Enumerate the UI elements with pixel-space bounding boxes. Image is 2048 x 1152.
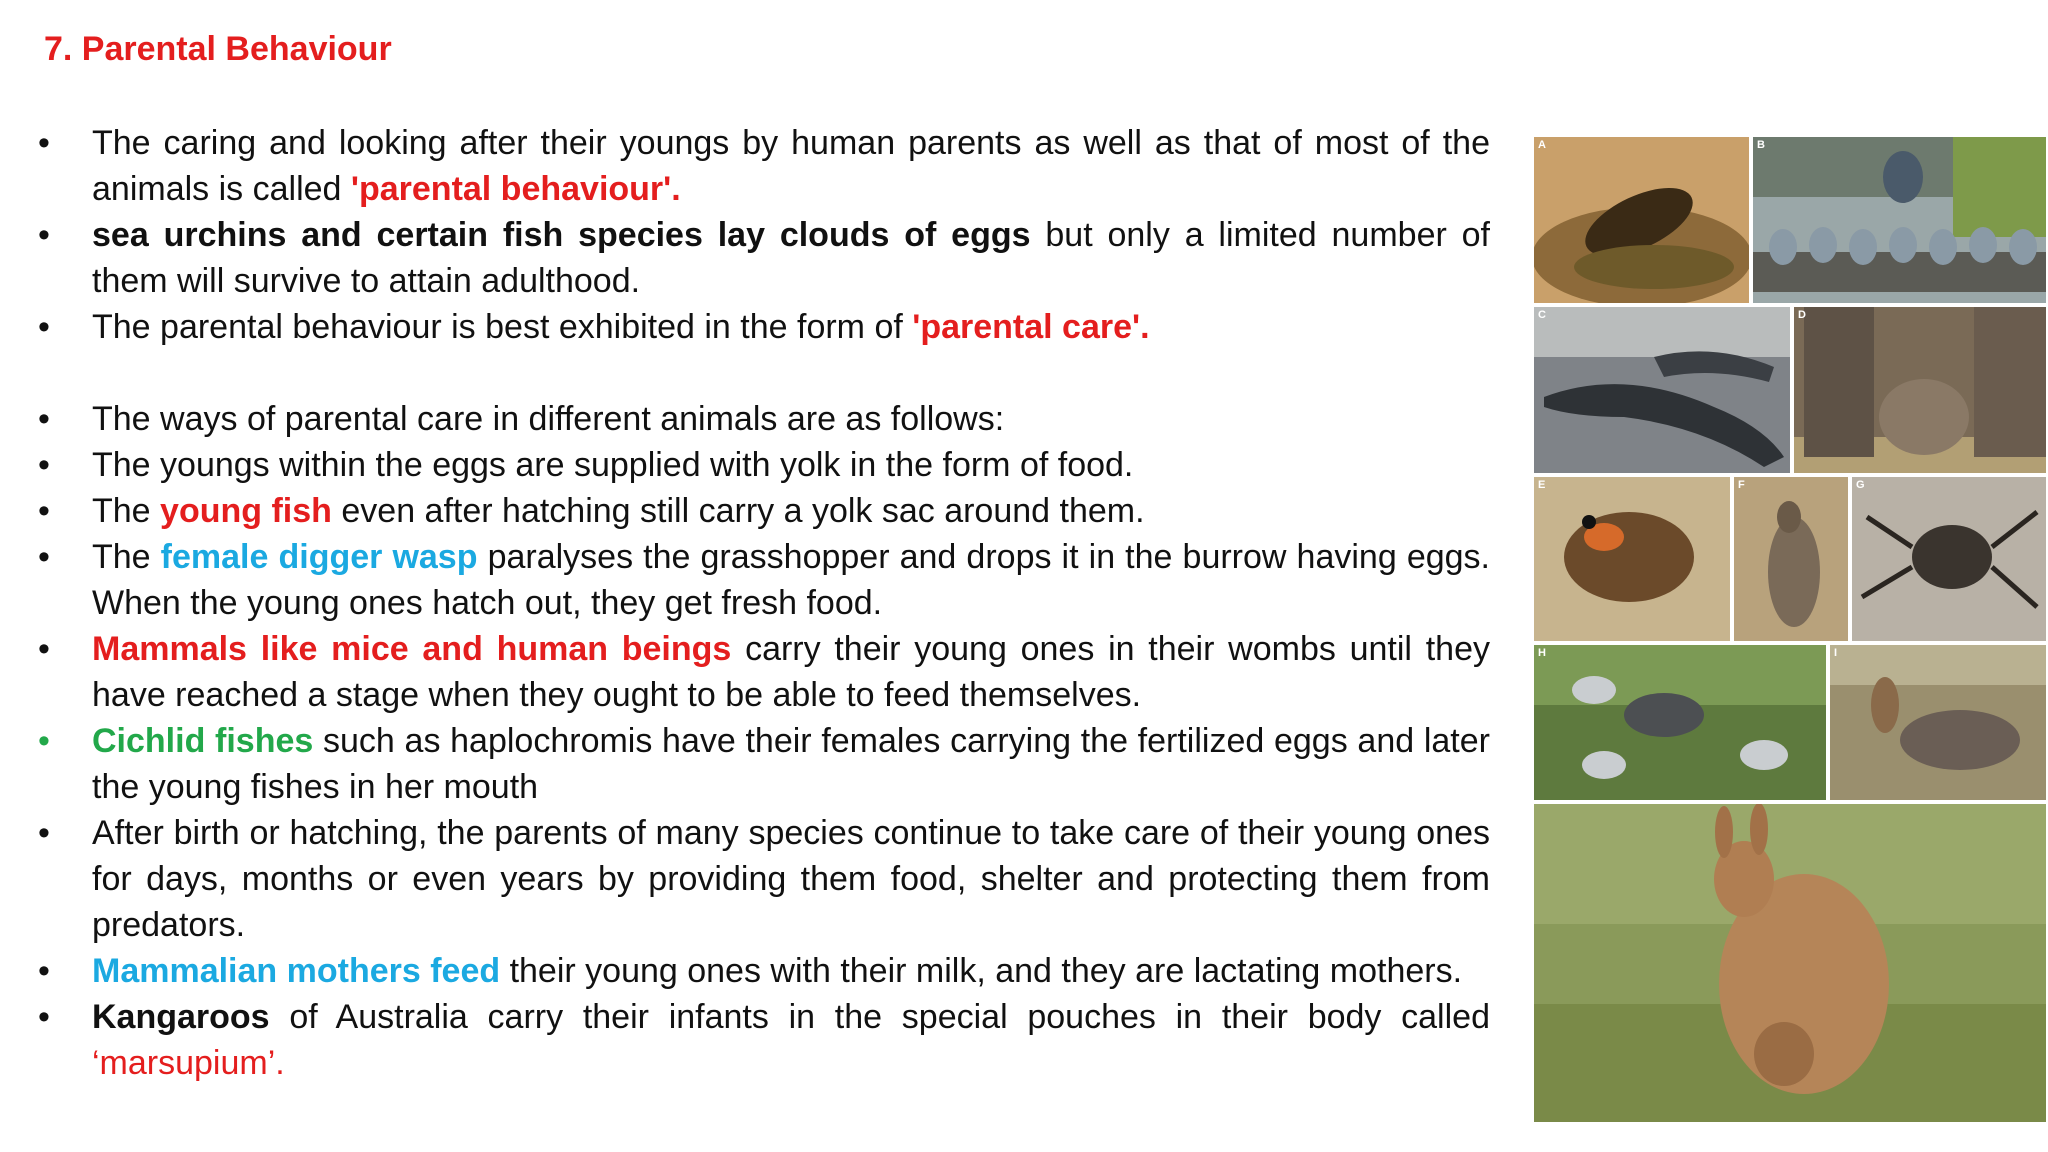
bullet-icon: • bbox=[38, 124, 50, 162]
bullet-text: The bbox=[92, 538, 161, 576]
bullet-text: of Australia carry their infants in the special pouches in their body called bbox=[269, 998, 1490, 1036]
bullet-icon: • bbox=[38, 216, 50, 254]
photo-label: B bbox=[1757, 139, 1765, 151]
lizards-photo bbox=[1534, 307, 1790, 473]
photo-label: G bbox=[1856, 479, 1865, 491]
elephants-photo bbox=[1794, 307, 2046, 473]
wallaby-photo bbox=[1734, 477, 1848, 641]
bullet-icon: • bbox=[38, 814, 50, 852]
frog-photo bbox=[1534, 477, 1730, 641]
bullet-text: carry their young ones in their wombs until they have reached a stage when they ought to be able to feed themselves. bbox=[92, 630, 1490, 714]
birds-on-log-photo bbox=[1753, 137, 2046, 303]
bullet-item bbox=[38, 994, 1490, 1086]
bullet-icon: • bbox=[38, 400, 50, 438]
photo-label: A bbox=[1538, 139, 1546, 151]
bullet-text: even after hatching still carry a yolk sac around them. bbox=[331, 492, 1145, 530]
highlight-term: sea urchins and certain fish species lay clouds of eggs bbox=[92, 216, 1031, 254]
bullet-icon: • bbox=[38, 998, 50, 1036]
highlight-term: young fish bbox=[160, 492, 332, 530]
bullet-item bbox=[38, 442, 1490, 488]
bullet-list bbox=[38, 120, 1490, 1086]
kangaroo-photo bbox=[1534, 804, 2046, 1122]
birds-on-branch-photo bbox=[1534, 645, 1826, 800]
bullet-text: The bbox=[92, 492, 161, 530]
bullet-text: After birth or hatching, the parents of many species continue to take care of their young ones for days, months or even years by providing them food, shelter and protecting them from predators. bbox=[92, 814, 1490, 944]
photo-label: E bbox=[1538, 479, 1546, 491]
bullet-text: but only a limited number of them will survive to attain adulthood. bbox=[92, 216, 1491, 300]
slide-title: 7. Parental Behaviour bbox=[44, 30, 392, 68]
spider-photo bbox=[1852, 477, 2046, 641]
bullet-icon: • bbox=[38, 538, 50, 576]
bullet-item bbox=[38, 120, 1490, 212]
photo-label: C bbox=[1538, 309, 1546, 321]
photo-label: D bbox=[1798, 309, 1806, 321]
deer-photo bbox=[1830, 645, 2046, 800]
bullet-icon: • bbox=[38, 630, 50, 668]
highlight-term: Mammals like mice and human beings bbox=[92, 630, 732, 668]
bullet-text: The ways of parental care in different animals are as follows: bbox=[92, 400, 1005, 438]
highlight-term: 'parental behaviour'. bbox=[350, 170, 681, 208]
highlight-term: Cichlid fishes bbox=[92, 722, 314, 760]
highlight-term: Mammalian mothers feed bbox=[92, 952, 501, 990]
bullet-icon: • bbox=[38, 722, 50, 760]
highlight-term: 'parental care'. bbox=[912, 308, 1150, 346]
animal-photo-collage bbox=[1534, 137, 2046, 1122]
bullet-text: The parental behaviour is best exhibited in the form of bbox=[92, 308, 913, 346]
bullet-icon: • bbox=[38, 446, 50, 484]
highlight-term: ‘marsupium’. bbox=[92, 1044, 285, 1082]
bullet-item bbox=[38, 488, 1490, 534]
highlight-term: female digger wasp bbox=[160, 538, 478, 576]
bullet-item bbox=[38, 948, 1490, 994]
bullet-text: their young ones with their milk, and they are lactating mothers. bbox=[500, 952, 1463, 990]
highlight-term: Kangaroos bbox=[92, 998, 270, 1036]
bullet-item bbox=[38, 304, 1490, 350]
bullet-text: such as haplochromis have their females carrying the fertilized eggs and later the young fishes in her mouth bbox=[92, 722, 1490, 806]
bullet-item bbox=[38, 810, 1490, 948]
photo-label: I bbox=[1834, 647, 1838, 659]
photo-label: H bbox=[1538, 647, 1546, 659]
bullet-item bbox=[38, 534, 1490, 626]
bullet-icon: • bbox=[38, 952, 50, 990]
bullet-icon: • bbox=[38, 492, 50, 530]
bullet-item bbox=[38, 626, 1490, 718]
bullet-text: The youngs within the eggs are supplied with yolk in the form of food. bbox=[92, 446, 1134, 484]
bullet-text: The caring and looking after their youngs by human parents as well as that of most of the animals is called bbox=[92, 124, 1490, 208]
bullet-text: paralyses the grasshopper and drops it in the burrow having eggs. When the young ones hatch out, they get fresh food. bbox=[92, 538, 1490, 622]
photo-label: F bbox=[1738, 479, 1745, 491]
bullet-item bbox=[38, 718, 1490, 810]
bullet-icon: • bbox=[38, 308, 50, 346]
beetle-photo bbox=[1534, 137, 1749, 303]
bullet-item bbox=[38, 396, 1490, 442]
bullet-item bbox=[38, 212, 1490, 304]
